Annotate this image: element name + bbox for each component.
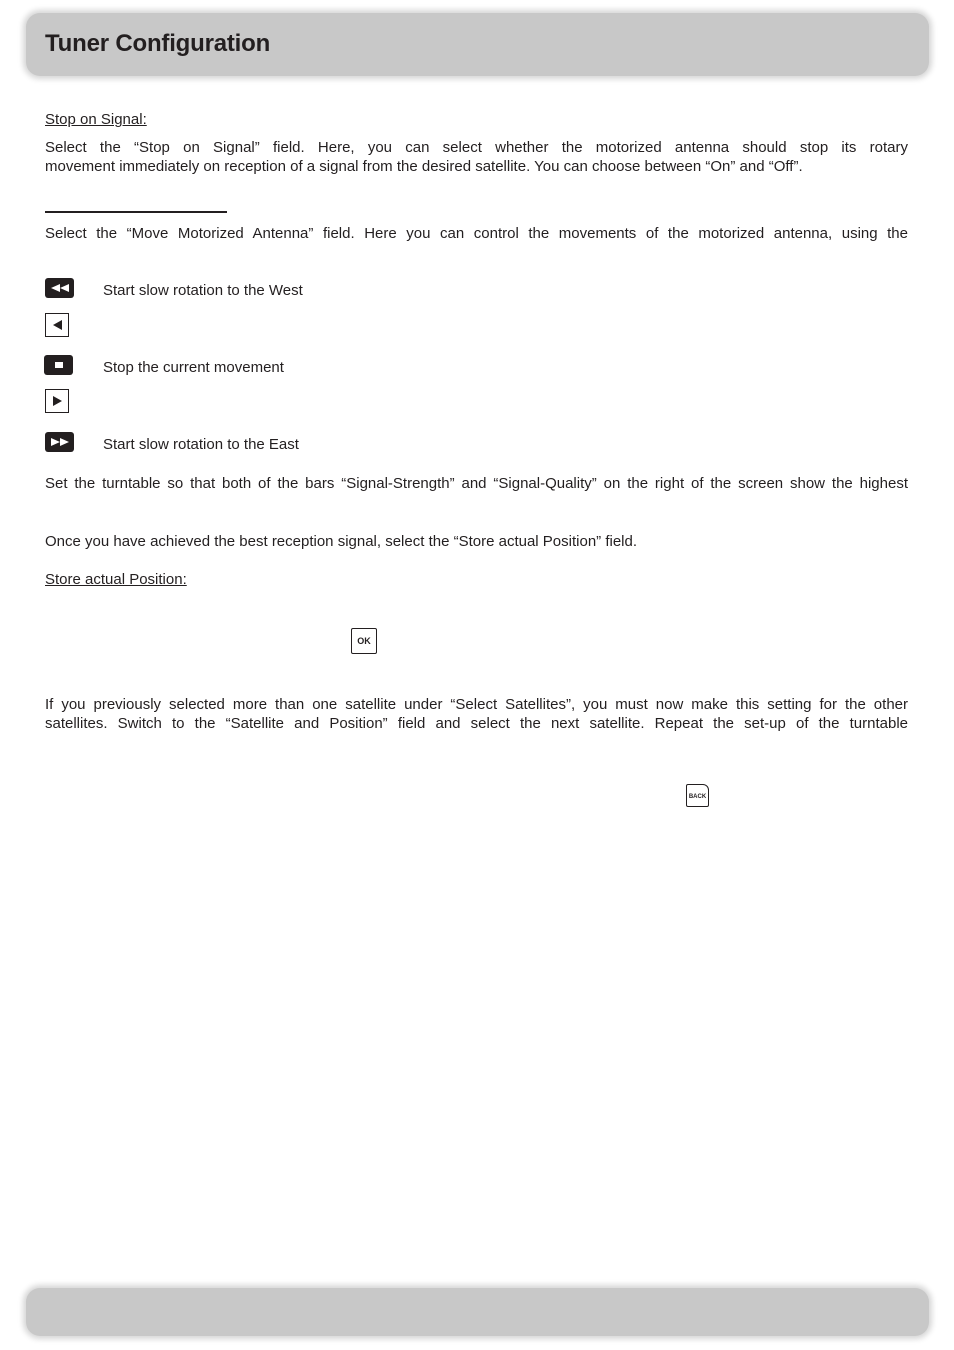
stop-on-signal-line-1: Select the “Stop on Signal” field. Here, you can select whether the motorized antenna should stop its rotary (45, 139, 908, 156)
page-title: Tuner Configuration (45, 30, 271, 57)
fast-forward-key-label: Start slow rotation to the East (103, 436, 299, 453)
rewind-key-label: Start slow rotation to the West (103, 282, 303, 299)
best-signal-line-1: Once you have achieved the best reception signal, select the “Store actual Position” field. (45, 533, 638, 550)
fast-forward-icon (45, 432, 74, 452)
rewind-icon (45, 278, 74, 298)
stop-on-signal-line-2: movement immediately on reception of a signal from the desired satellite. You can choose between “On” and “Off”. (45, 158, 803, 175)
stop-on-signal-heading: Stop on Signal: (45, 111, 147, 128)
footer-bar (26, 1288, 929, 1336)
step-right-icon (45, 389, 69, 413)
more-satellites-line-1: If you previously selected more than one satellite under “Select Satellites”, you must now make this setting for the other (45, 696, 908, 713)
store-position-heading: Store actual Position: (45, 571, 187, 588)
turntable-line-1: Set the turntable so that both of the bars “Signal-Strength” and “Signal-Quality” on the right of the screen show the highest (45, 475, 908, 492)
ok-key-icon: OK (351, 628, 377, 654)
step-left-icon (45, 313, 69, 337)
move-antenna-line-1: Select the “Move Motorized Antenna” field. Here you can control the movements of the motorized antenna, using the (45, 225, 908, 242)
more-satellites-line-2: satellites. Switch to the “Satellite and Position” field and select the next satellite. Repeat the set-up of the turntable (45, 715, 908, 732)
back-key-icon: BACK (686, 784, 709, 807)
section-divider (45, 211, 227, 213)
stop-key-label: Stop the current movement (103, 359, 284, 376)
stop-icon (44, 355, 73, 375)
